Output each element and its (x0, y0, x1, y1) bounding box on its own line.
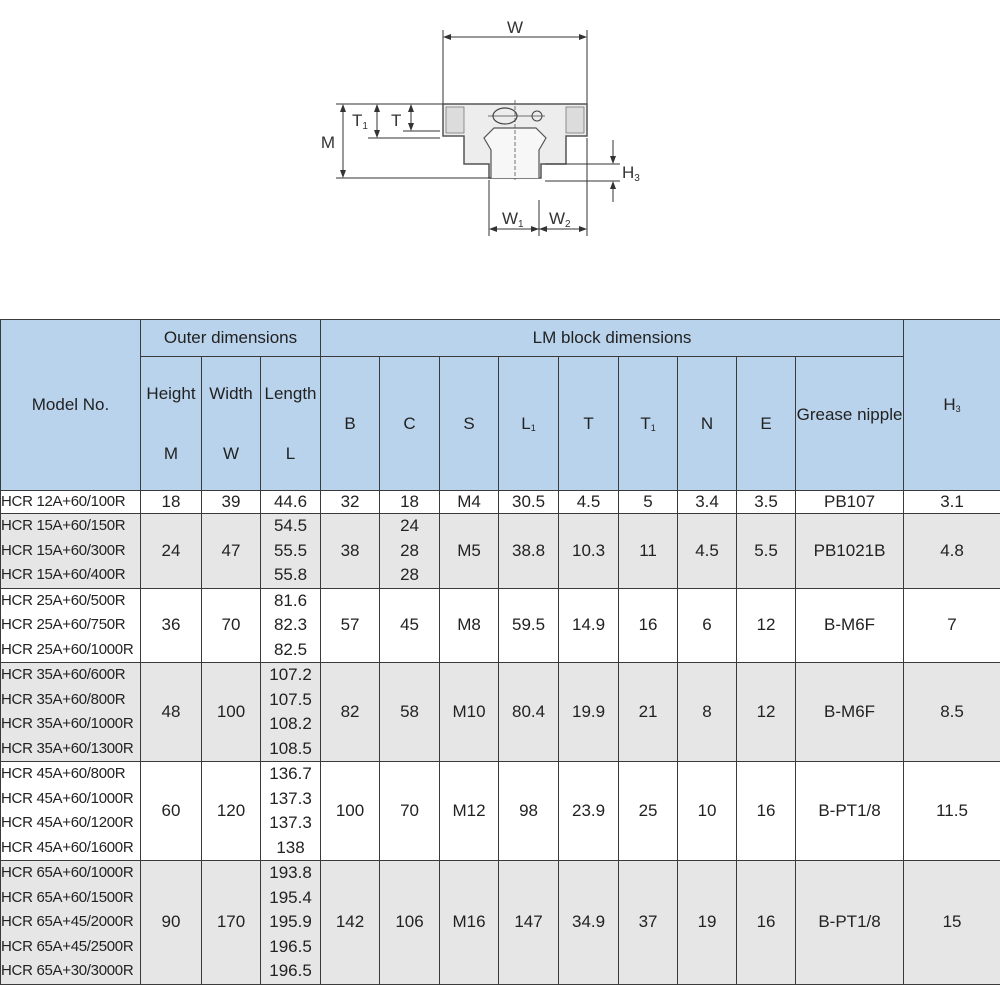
cell-length-l-line: 196.5 (269, 936, 312, 956)
cell-length-l-line: 81.6 (273, 590, 308, 610)
header-lm-block-dimensions: LM block dimensions (321, 320, 904, 357)
dim-t1-label: T1 (352, 111, 368, 132)
cell-h3: 11.5 (904, 762, 1000, 861)
cell-l1: 38.8 (499, 514, 559, 589)
header-col-b: B (321, 357, 380, 491)
cell-s: M16 (440, 861, 499, 985)
cell-model (1, 491, 141, 514)
cell-length-l (261, 861, 321, 985)
cell-e: 12 (737, 663, 796, 762)
cell-length-l-line: 82.5 (273, 639, 308, 659)
cross-section-diagram (0, 0, 1000, 300)
cell-t1: 37 (619, 861, 678, 985)
cell-model-line: HCR 15A+60/300R (1, 541, 126, 559)
cell-t: 23.9 (559, 762, 619, 861)
cell-c-line: 24 (400, 516, 419, 535)
cell-model-line: HCR 65A+45/2500R (1, 937, 134, 955)
cell-s: M10 (440, 663, 499, 762)
cell-model (1, 861, 141, 985)
cell-n: 3.4 (678, 491, 737, 514)
cell-model-line: HCR 45A+60/1200R (1, 814, 134, 831)
dim-w-label: W (506, 18, 524, 37)
cell-height-m: 60 (141, 762, 202, 861)
cell-height-m: 48 (141, 663, 202, 762)
header-col-l: L (285, 443, 296, 463)
cell-l1: 30.5 (499, 491, 559, 514)
cell-c: 45 (380, 588, 440, 663)
cell-s: M4 (440, 491, 499, 514)
cell-model-line: HCR 35A+60/1300R (1, 739, 134, 757)
header-col-n: N (678, 357, 737, 491)
cell-model-line: HCR 65A+30/3000R (1, 962, 134, 979)
cell-width-w: 170 (202, 861, 261, 985)
cell-h3: 8.5 (904, 663, 1000, 762)
header-grease-nipple: Grease nipple (796, 357, 904, 491)
cell-model-line: HCR 35A+60/600R (1, 666, 126, 683)
cell-model-line: HCR 25A+60/1000R (1, 640, 134, 658)
cell-length-l (261, 514, 321, 589)
cell-s: M12 (440, 762, 499, 861)
cell-grease-nipple: B-PT1/8 (796, 762, 904, 861)
cell-length-l-line: 107.5 (269, 689, 312, 709)
cell-length-l-line: 44.6 (273, 492, 308, 511)
dim-w1-label: W1 (502, 209, 524, 230)
header-width-w (202, 357, 261, 491)
cell-n: 6 (678, 588, 737, 663)
table-row (1, 491, 1000, 514)
dim-m-label: M (320, 133, 336, 152)
cell-width-w: 39 (202, 491, 261, 514)
cell-model-line: HCR 15A+60/400R (1, 566, 126, 583)
cell-h3: 15 (904, 861, 1000, 985)
cell-n: 19 (678, 861, 737, 985)
header-outer-dimensions: Outer dimensions (141, 320, 321, 357)
spec-table-body (1, 491, 1000, 985)
cell-model-line: HCR 65A+45/2000R (1, 913, 134, 930)
cell-width-w: 70 (202, 588, 261, 663)
cell-t: 14.9 (559, 588, 619, 663)
cell-height-m: 24 (141, 514, 202, 589)
cell-height-m: 36 (141, 588, 202, 663)
cell-model-line: HCR 15A+60/150R (1, 517, 126, 534)
cell-grease-nipple: B-M6F (796, 588, 904, 663)
cell-grease-nipple: PB1021B (796, 514, 904, 589)
header-col-l1: $L_1$ (499, 357, 559, 491)
cell-model (1, 762, 141, 861)
cell-length-l (261, 588, 321, 663)
table-row (1, 588, 1000, 663)
cell-b: 57 (321, 588, 380, 663)
cell-l1: 80.4 (499, 663, 559, 762)
cell-b: 38 (321, 514, 380, 589)
cell-length-l-line: 138 (276, 837, 305, 857)
cell-b: 32 (321, 491, 380, 514)
cell-t: 10.3 (559, 514, 619, 589)
cell-l1: 98 (499, 762, 559, 861)
cell-length-l-line: 108.2 (269, 714, 312, 733)
header-height-m (141, 357, 202, 491)
header-height-label: Height (146, 383, 196, 403)
cell-length-l (261, 491, 321, 514)
cell-t: 34.9 (559, 861, 619, 985)
cell-width-w: 47 (202, 514, 261, 589)
header-h3: $H_3$ (904, 320, 1000, 491)
cell-n: 4.5 (678, 514, 737, 589)
cell-width-w: 120 (202, 762, 261, 861)
cell-length-l-line: 108.5 (269, 738, 312, 758)
header-model-no: Model No. (1, 320, 141, 491)
cell-grease-nipple: B-M6F (796, 663, 904, 762)
table-row (1, 762, 1000, 861)
cell-grease-nipple: PB107 (796, 491, 904, 514)
cell-b: 100 (321, 762, 380, 861)
cell-height-m: 90 (141, 861, 202, 985)
cell-model-line: HCR 12A+60/100R (1, 493, 126, 510)
cell-model-line: HCR 65A+60/1500R (1, 888, 134, 906)
cell-c: 70 (380, 762, 440, 861)
cell-c-line: 28 (400, 540, 419, 560)
cell-e: 12 (737, 588, 796, 663)
cell-length-l-line: 55.8 (273, 565, 308, 584)
cell-length-l-line: 196.5 (269, 961, 312, 980)
header-col-w: W (222, 443, 240, 463)
header-length-l (261, 357, 321, 491)
cell-e: 5.5 (737, 514, 796, 589)
cell-e: 16 (737, 762, 796, 861)
cell-t: 19.9 (559, 663, 619, 762)
cell-length-l-line: 55.5 (273, 540, 308, 560)
cell-n: 10 (678, 762, 737, 861)
cell-e: 16 (737, 861, 796, 985)
cell-c: 18 (380, 491, 440, 514)
header-col-c: C (380, 357, 440, 491)
cell-length-l-line: 137.3 (269, 788, 312, 808)
cell-l1: 59.5 (499, 588, 559, 663)
dim-t-label: T (391, 111, 402, 130)
cell-b: 142 (321, 861, 380, 985)
cell-h3: 4.8 (904, 514, 1000, 589)
cell-length-l-line: 195.4 (269, 887, 312, 907)
cell-length-l-line: 82.3 (273, 615, 308, 634)
cell-model-line: HCR 35A+60/1000R (1, 715, 134, 732)
cell-length-l-line: 195.9 (269, 912, 312, 931)
cell-t1: 11 (619, 514, 678, 589)
cell-length-l (261, 762, 321, 861)
cell-model-line: HCR 45A+60/1000R (1, 789, 134, 807)
cell-c: 106 (380, 861, 440, 985)
cell-c: 58 (380, 663, 440, 762)
cell-model-line: HCR 35A+60/800R (1, 690, 126, 708)
header-length-label: Length (264, 383, 317, 403)
cell-length-l-line: 136.7 (269, 764, 312, 783)
cell-c (380, 514, 440, 589)
cell-l1: 147 (499, 861, 559, 985)
cell-t1: 21 (619, 663, 678, 762)
cell-model-line: HCR 25A+60/500R (1, 591, 126, 609)
dim-w2-label: W2 (549, 209, 571, 230)
cell-model-line: HCR 25A+60/750R (1, 616, 126, 633)
cell-model-line: HCR 45A+60/800R (1, 765, 126, 782)
cell-length-l-line: 107.2 (269, 665, 312, 684)
header-col-t: T (559, 357, 619, 491)
header-col-e: E (737, 357, 796, 491)
cell-model (1, 514, 141, 589)
table-row (1, 514, 1000, 589)
cell-length-l-line: 54.5 (273, 516, 308, 535)
cell-s: M8 (440, 588, 499, 663)
cell-grease-nipple: B-PT1/8 (796, 861, 904, 985)
cell-b: 82 (321, 663, 380, 762)
header-col-s: S (440, 357, 499, 491)
cell-s: M5 (440, 514, 499, 589)
cell-model-line: HCR 65A+60/1000R (1, 864, 134, 881)
cell-t: 4.5 (559, 491, 619, 514)
header-width-label: Width (209, 383, 253, 403)
lm-block-shape (443, 100, 587, 180)
cell-h3: 3.1 (904, 491, 1000, 514)
cell-length-l (261, 663, 321, 762)
cell-e: 3.5 (737, 491, 796, 514)
cell-height-m: 18 (141, 491, 202, 514)
cell-t1: 5 (619, 491, 678, 514)
cell-h3: 7 (904, 588, 1000, 663)
cell-t1: 25 (619, 762, 678, 861)
cell-c-line: 28 (400, 565, 419, 584)
cell-n: 8 (678, 663, 737, 762)
cell-t1: 16 (619, 588, 678, 663)
header-col-m: M (163, 443, 179, 463)
table-row (1, 663, 1000, 762)
spec-table (0, 319, 1000, 985)
cell-model (1, 588, 141, 663)
cell-length-l-line: 193.8 (269, 863, 312, 882)
dim-h3-label: H3 (622, 163, 640, 184)
cell-model-line: HCR 45A+60/1600R (1, 838, 134, 856)
cell-length-l-line: 137.3 (269, 813, 312, 832)
cell-width-w: 100 (202, 663, 261, 762)
header-col-t1: $T_1$ (619, 357, 678, 491)
cell-model (1, 663, 141, 762)
table-row (1, 861, 1000, 985)
